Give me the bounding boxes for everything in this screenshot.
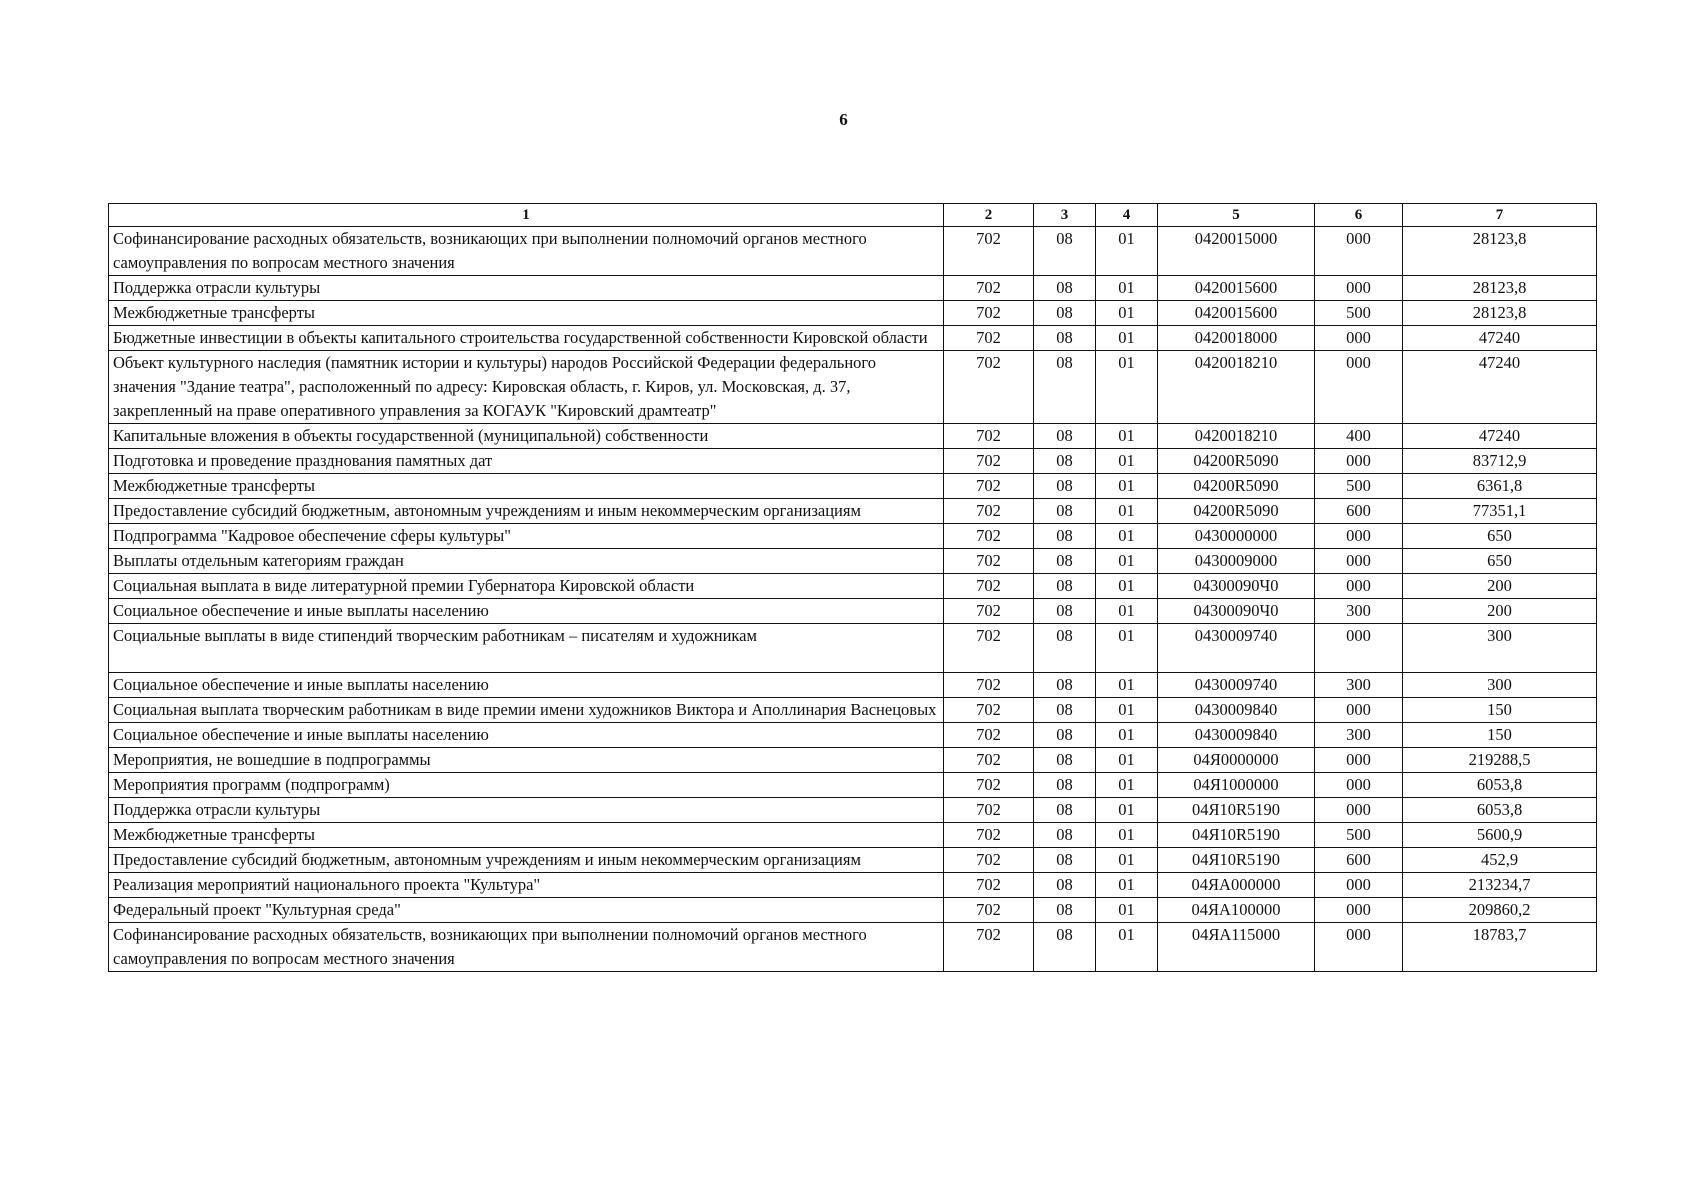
row-code-cell: 702: [944, 723, 1034, 748]
table-row: [109, 823, 1597, 848]
row-code-cell: 0430009740: [1158, 673, 1315, 698]
row-code-cell: 200: [1403, 599, 1597, 624]
row-code-cell: 08: [1034, 624, 1096, 673]
row-code-cell: 6053,8: [1403, 798, 1597, 823]
row-code-cell: 08: [1034, 698, 1096, 723]
row-code-cell: 01: [1096, 227, 1158, 276]
row-code-cell: 01: [1096, 276, 1158, 301]
row-code-cell: 219288,5: [1403, 748, 1597, 773]
row-code-cell: 01: [1096, 549, 1158, 574]
row-name-cell: Подпрограмма "Кадровое обеспечение сферы культуры": [109, 524, 944, 549]
row-code-cell: 0420015600: [1158, 301, 1315, 326]
row-code-cell: 47240: [1403, 424, 1597, 449]
row-code-cell: 702: [944, 848, 1034, 873]
row-name-cell: Социальное обеспечение и иные выплаты населению: [109, 599, 944, 624]
row-code-cell: 83712,9: [1403, 449, 1597, 474]
row-code-cell: 01: [1096, 351, 1158, 424]
row-name-cell: Выплаты отдельным категориям граждан: [109, 549, 944, 574]
row-code-cell: 0430009840: [1158, 723, 1315, 748]
row-code-cell: 47240: [1403, 326, 1597, 351]
row-code-cell: 08: [1034, 499, 1096, 524]
row-code-cell: 500: [1315, 823, 1403, 848]
row-code-cell: 01: [1096, 923, 1158, 972]
row-code-cell: 18783,7: [1403, 923, 1597, 972]
row-code-cell: 000: [1315, 326, 1403, 351]
row-code-cell: 300: [1315, 723, 1403, 748]
row-code-cell: 000: [1315, 923, 1403, 972]
col-header: 3: [1034, 204, 1096, 227]
row-code-cell: 500: [1315, 301, 1403, 326]
col-header: 5: [1158, 204, 1315, 227]
row-code-cell: 01: [1096, 301, 1158, 326]
table-row: [109, 848, 1597, 873]
row-code-cell: 01: [1096, 326, 1158, 351]
table-row: [109, 227, 1597, 276]
row-code-cell: 702: [944, 673, 1034, 698]
row-code-cell: 000: [1315, 624, 1403, 673]
table-row: [109, 474, 1597, 499]
col-header: 2: [944, 204, 1034, 227]
row-name-cell: Софинансирование расходных обязательств, возникающих при выполнении полномочий органов местного самоуправления по вопросам местного значения: [109, 227, 944, 276]
row-code-cell: 08: [1034, 474, 1096, 499]
table-row: [109, 499, 1597, 524]
row-code-cell: 08: [1034, 748, 1096, 773]
row-name-cell: Поддержка отрасли культуры: [109, 276, 944, 301]
row-code-cell: 000: [1315, 276, 1403, 301]
row-code-cell: 000: [1315, 574, 1403, 599]
row-code-cell: 01: [1096, 873, 1158, 898]
row-code-cell: 08: [1034, 301, 1096, 326]
row-code-cell: 000: [1315, 898, 1403, 923]
row-code-cell: 000: [1315, 773, 1403, 798]
row-name-cell: Подготовка и проведение празднования памятных дат: [109, 449, 944, 474]
row-code-cell: 04Я0000000: [1158, 748, 1315, 773]
row-code-cell: 04300090Ч0: [1158, 599, 1315, 624]
row-code-cell: 04Я10R5190: [1158, 823, 1315, 848]
row-code-cell: 5600,9: [1403, 823, 1597, 848]
row-code-cell: 08: [1034, 549, 1096, 574]
row-code-cell: 01: [1096, 823, 1158, 848]
row-code-cell: 08: [1034, 848, 1096, 873]
row-code-cell: 08: [1034, 823, 1096, 848]
row-code-cell: 01: [1096, 723, 1158, 748]
row-code-cell: 702: [944, 549, 1034, 574]
table-row: [109, 301, 1597, 326]
table-row: [109, 873, 1597, 898]
row-code-cell: 01: [1096, 673, 1158, 698]
row-name-cell: Межбюджетные трансферты: [109, 474, 944, 499]
row-code-cell: 08: [1034, 673, 1096, 698]
table-row: [109, 698, 1597, 723]
row-code-cell: 0420015600: [1158, 276, 1315, 301]
row-code-cell: 08: [1034, 424, 1096, 449]
row-code-cell: 000: [1315, 748, 1403, 773]
row-code-cell: 300: [1403, 673, 1597, 698]
row-code-cell: 01: [1096, 449, 1158, 474]
row-code-cell: 01: [1096, 698, 1158, 723]
row-code-cell: 0420018000: [1158, 326, 1315, 351]
table-row: [109, 748, 1597, 773]
row-code-cell: 08: [1034, 773, 1096, 798]
row-code-cell: 702: [944, 624, 1034, 673]
row-name-cell: Социальная выплата творческим работникам в виде премии имени художников Виктора и Аполлинария Васнецовых: [109, 698, 944, 723]
row-code-cell: 702: [944, 748, 1034, 773]
row-name-cell: Софинансирование расходных обязательств, возникающих при выполнении полномочий органов местного самоуправления по вопросам местного значения: [109, 923, 944, 972]
row-code-cell: 47240: [1403, 351, 1597, 424]
table-row: [109, 624, 1597, 673]
page-number: 6: [839, 110, 848, 129]
row-code-cell: 0420015000: [1158, 227, 1315, 276]
row-code-cell: 702: [944, 499, 1034, 524]
row-code-cell: 08: [1034, 326, 1096, 351]
row-code-cell: 01: [1096, 574, 1158, 599]
row-code-cell: 01: [1096, 798, 1158, 823]
row-code-cell: 600: [1315, 848, 1403, 873]
row-code-cell: 650: [1403, 524, 1597, 549]
row-code-cell: 04ЯА115000: [1158, 923, 1315, 972]
table-row: [109, 798, 1597, 823]
row-name-cell: Бюджетные инвестиции в объекты капитального строительства государственной собственности Кировской области: [109, 326, 944, 351]
row-code-cell: 0430009740: [1158, 624, 1315, 673]
row-name-cell: Капитальные вложения в объекты государственной (муниципальной) собственности: [109, 424, 944, 449]
row-code-cell: 08: [1034, 798, 1096, 823]
row-code-cell: 000: [1315, 524, 1403, 549]
row-code-cell: 04Я10R5190: [1158, 798, 1315, 823]
row-code-cell: 04Я10R5190: [1158, 848, 1315, 873]
row-code-cell: 28123,8: [1403, 276, 1597, 301]
row-code-cell: 08: [1034, 723, 1096, 748]
row-name-cell: Межбюджетные трансферты: [109, 301, 944, 326]
row-code-cell: 01: [1096, 624, 1158, 673]
table-row: [109, 276, 1597, 301]
table-row: [109, 773, 1597, 798]
row-code-cell: 01: [1096, 474, 1158, 499]
row-code-cell: 04ЯА100000: [1158, 898, 1315, 923]
row-name-cell: Реализация мероприятий национального проекта "Культура": [109, 873, 944, 898]
row-name-cell: Объект культурного наследия (памятник истории и культуры) народов Российской Федерации федерального значения "Здание театра", расположенный по адресу: Кировская область, г. Киров, ул. Московская, д. 37, закрепленный на праве оперативного управления за КОГАУК "Кировский драмтеатр": [109, 351, 944, 424]
table-row: [109, 898, 1597, 923]
row-code-cell: 702: [944, 449, 1034, 474]
row-code-cell: 08: [1034, 351, 1096, 424]
row-code-cell: 213234,7: [1403, 873, 1597, 898]
row-code-cell: 000: [1315, 698, 1403, 723]
row-code-cell: 452,9: [1403, 848, 1597, 873]
row-code-cell: 702: [944, 474, 1034, 499]
row-name-cell: Социальная выплата в виде литературной премии Губернатора Кировской области: [109, 574, 944, 599]
table-row: [109, 673, 1597, 698]
table-row: [109, 723, 1597, 748]
row-code-cell: 08: [1034, 227, 1096, 276]
row-code-cell: 01: [1096, 524, 1158, 549]
row-code-cell: 04200R5090: [1158, 499, 1315, 524]
row-code-cell: 0430009840: [1158, 698, 1315, 723]
row-code-cell: 01: [1096, 424, 1158, 449]
row-code-cell: 6361,8: [1403, 474, 1597, 499]
row-code-cell: 600: [1315, 499, 1403, 524]
row-name-cell: Предоставление субсидий бюджетным, автономным учреждениям и иным некоммерческим организациям: [109, 848, 944, 873]
col-header: 7: [1403, 204, 1597, 227]
row-code-cell: 000: [1315, 798, 1403, 823]
row-code-cell: 28123,8: [1403, 227, 1597, 276]
row-code-cell: 702: [944, 898, 1034, 923]
row-code-cell: 77351,1: [1403, 499, 1597, 524]
table-row: [109, 351, 1597, 424]
row-code-cell: 04ЯА000000: [1158, 873, 1315, 898]
row-code-cell: 300: [1403, 624, 1597, 673]
row-code-cell: 702: [944, 351, 1034, 424]
row-code-cell: 702: [944, 326, 1034, 351]
row-code-cell: 08: [1034, 574, 1096, 599]
row-code-cell: 0430000000: [1158, 524, 1315, 549]
row-code-cell: 0430009000: [1158, 549, 1315, 574]
row-name-cell: Мероприятия, не вошедшие в подпрограммы: [109, 748, 944, 773]
row-code-cell: 04300090Ч0: [1158, 574, 1315, 599]
row-code-cell: 04200R5090: [1158, 449, 1315, 474]
row-code-cell: 6053,8: [1403, 773, 1597, 798]
row-code-cell: 04200R5090: [1158, 474, 1315, 499]
row-code-cell: 000: [1315, 227, 1403, 276]
row-code-cell: 08: [1034, 873, 1096, 898]
row-code-cell: 01: [1096, 848, 1158, 873]
row-code-cell: 04Я1000000: [1158, 773, 1315, 798]
table-row: [109, 449, 1597, 474]
row-code-cell: 702: [944, 276, 1034, 301]
row-code-cell: 01: [1096, 898, 1158, 923]
row-code-cell: 702: [944, 698, 1034, 723]
row-code-cell: 200: [1403, 574, 1597, 599]
row-name-cell: Поддержка отрасли культуры: [109, 798, 944, 823]
row-name-cell: Межбюджетные трансферты: [109, 823, 944, 848]
table-row: [109, 524, 1597, 549]
row-code-cell: 209860,2: [1403, 898, 1597, 923]
row-code-cell: 0420018210: [1158, 351, 1315, 424]
col-header: 6: [1315, 204, 1403, 227]
table-row: [109, 923, 1597, 972]
row-name-cell: Социальные выплаты в виде стипендий творческим работникам – писателям и художникам: [109, 624, 944, 673]
row-code-cell: 08: [1034, 898, 1096, 923]
row-code-cell: 150: [1403, 723, 1597, 748]
row-code-cell: 08: [1034, 599, 1096, 624]
row-code-cell: 702: [944, 424, 1034, 449]
row-code-cell: 000: [1315, 449, 1403, 474]
row-name-cell: Социальное обеспечение и иные выплаты населению: [109, 723, 944, 748]
table-row: [109, 326, 1597, 351]
row-code-cell: 650: [1403, 549, 1597, 574]
row-code-cell: 400: [1315, 424, 1403, 449]
row-name-cell: Федеральный проект "Культурная среда": [109, 898, 944, 923]
row-name-cell: Социальное обеспечение и иные выплаты населению: [109, 673, 944, 698]
table-row: [109, 549, 1597, 574]
row-code-cell: 300: [1315, 599, 1403, 624]
row-code-cell: 01: [1096, 499, 1158, 524]
row-code-cell: 01: [1096, 748, 1158, 773]
row-code-cell: 702: [944, 574, 1034, 599]
row-code-cell: 0420018210: [1158, 424, 1315, 449]
row-name-cell: Предоставление субсидий бюджетным, автономным учреждениям и иным некоммерческим организациям: [109, 499, 944, 524]
row-code-cell: 150: [1403, 698, 1597, 723]
row-code-cell: 702: [944, 301, 1034, 326]
row-code-cell: 702: [944, 524, 1034, 549]
row-code-cell: 000: [1315, 549, 1403, 574]
row-code-cell: 702: [944, 873, 1034, 898]
row-code-cell: 01: [1096, 773, 1158, 798]
row-code-cell: 702: [944, 227, 1034, 276]
row-code-cell: 000: [1315, 351, 1403, 424]
row-code-cell: 702: [944, 923, 1034, 972]
row-code-cell: 08: [1034, 923, 1096, 972]
row-code-cell: 08: [1034, 449, 1096, 474]
row-code-cell: 702: [944, 798, 1034, 823]
row-code-cell: 08: [1034, 276, 1096, 301]
col-header: 4: [1096, 204, 1158, 227]
row-code-cell: 702: [944, 773, 1034, 798]
table-row: [109, 574, 1597, 599]
row-code-cell: 500: [1315, 474, 1403, 499]
row-code-cell: 702: [944, 599, 1034, 624]
table-row: [109, 424, 1597, 449]
row-name-cell: Мероприятия программ (подпрограмм): [109, 773, 944, 798]
row-code-cell: 702: [944, 823, 1034, 848]
row-code-cell: 300: [1315, 673, 1403, 698]
col-header: 1: [109, 204, 944, 227]
row-code-cell: 01: [1096, 599, 1158, 624]
row-code-cell: 08: [1034, 524, 1096, 549]
row-code-cell: 28123,8: [1403, 301, 1597, 326]
row-code-cell: 000: [1315, 873, 1403, 898]
header-row: [109, 204, 1597, 227]
table-row: [109, 599, 1597, 624]
budget-table: [108, 203, 1597, 972]
